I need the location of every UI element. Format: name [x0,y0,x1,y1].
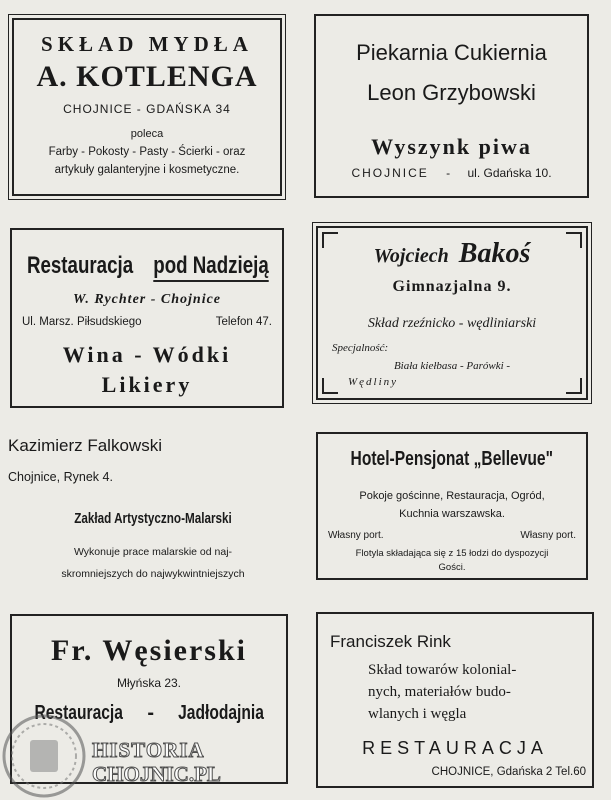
ad-rychter-line3 [12,316,282,328]
watermark-line2: CHOJNIC.PL [92,762,221,786]
watermark [0,712,240,800]
ad-rychter-nadzieja: pod Nadzieją [153,252,268,282]
coat-of-arms-icon [0,712,88,800]
ad-kotlenga-line5: Farby - Pokosty - Pasty - Ścierki - oraz [48,146,246,158]
ad-bellevue [316,432,588,580]
ad-grzybowski-sep: - [446,166,451,180]
ad-grzybowski-line1: Piekarnia Cukiernia [356,40,547,65]
ad-kotlenga-line1: SKŁAD MYDŁA [41,32,253,56]
ad-bakos-line1 [318,238,586,270]
ad-bellevue-line3: Kuchnia warszawska. [399,508,505,520]
ad-wesierski-jadlodajnia: Jadłodajnia [177,702,264,724]
ad-wesierski-restauracja: Restauracja [34,702,124,724]
ad-rink-line6: CHOJNICE, Gdańska 2 Tel.60 [431,766,586,778]
ad-bellevue-port2: Własny port. [520,530,576,541]
ad-falkowski-line2: Chojnice, Rynek 4. [8,470,113,484]
ad-falkowski-trade: Zakład Artystyczno-Malarski [74,510,232,527]
ad-bakos-line3: Skład rzeźnicko - wędliniarski [367,316,537,331]
ad-wesierski-sep: - [147,702,155,724]
ad-kotlenga-line3: CHOJNICE - GDAŃSKA 34 [63,102,231,116]
ad-falkowski-line1: Kazimierz Falkowski [8,436,162,455]
ad-bakos [316,226,588,400]
ad-rink-line3: nych, materiałów budo- [368,684,511,700]
ad-rink-line5: RESTAURACJA [362,738,548,758]
ad-wesierski-line1: Fr. Węsierski [51,634,247,667]
ad-grzybowski-line4 [316,166,587,180]
ad-bellevue-title: Hotel-Pensjonat „Bellevue" [350,448,554,470]
ad-rychter-line4: Wina - Wódki [62,342,232,367]
ad-bakos-line2: Gimnazjalna 9. [392,278,512,295]
ad-rychter-line1 [12,252,282,282]
watermark-line1: HISTORIA [92,738,205,762]
ad-bakos-line6: Wędliny [348,376,399,388]
ad-rychter-street: Ul. Marsz. Piłsudskiego [22,316,142,328]
ad-falkowski [8,430,298,590]
ad-rink-line2: Skład towarów kolonial- [368,662,517,678]
ad-grzybowski-addr: ul. Gdańska 10. [467,166,552,180]
ad-rychter-line2: W. Rychter - Chojnice [72,292,222,307]
ad-bakos-line4: Specjalność: [332,342,389,354]
ad-grzybowski [314,14,589,198]
ad-falkowski-line4: Wykonuje prace malarskie od naj- [73,546,233,558]
ad-kotlenga-line6: artykuły galanteryjne i kosmetyczne. [54,164,240,176]
ad-grzybowski-city: CHOJNICE [351,166,429,180]
ad-kotlenga-line2: A. KOTLENGA [36,60,258,93]
ad-falkowski-line3 [8,510,298,527]
ad-falkowski-line5: skromniejszych do najwykwintniejszych [61,568,245,580]
ad-bellevue-line4 [318,530,586,541]
ad-rychter-line5: Likiery [101,372,193,397]
ad-rink-line1: Franciszek Rink [330,632,451,651]
ad-rychter-phone: Telefon 47. [215,316,272,328]
ad-rink-line4: wlanych i węgla [368,706,467,722]
ad-rink [316,612,594,788]
ad-bakos-line5: Biała kiełbasa - Parówki - [393,360,511,372]
ad-rychter-restauracja: Restauracja [26,252,134,279]
ad-bellevue-line6: Gości. [438,562,466,573]
ad-kotlenga [12,18,282,196]
ad-grzybowski-line2: Leon Grzybowski [367,80,536,105]
ad-bellevue-line5: Flotyla składająca się z 15 łodzi do dyspozycji [355,548,549,559]
ad-rychter [10,228,284,408]
ad-wesierski-line2: Młyńska 23. [116,676,182,690]
ad-bakos-surname: Bakoś [458,238,531,269]
ad-kotlenga-line4: poleca [130,128,164,140]
ad-bellevue-line1 [318,448,586,471]
ad-bakos-firstname: Wojciech [373,245,449,267]
ad-grzybowski-line3: Wyszynk piwa [371,134,532,159]
ad-bellevue-line2: Pokoje gościnne, Restauracja, Ogród, [359,490,545,502]
ad-bellevue-port1: Własny port. [328,530,384,541]
